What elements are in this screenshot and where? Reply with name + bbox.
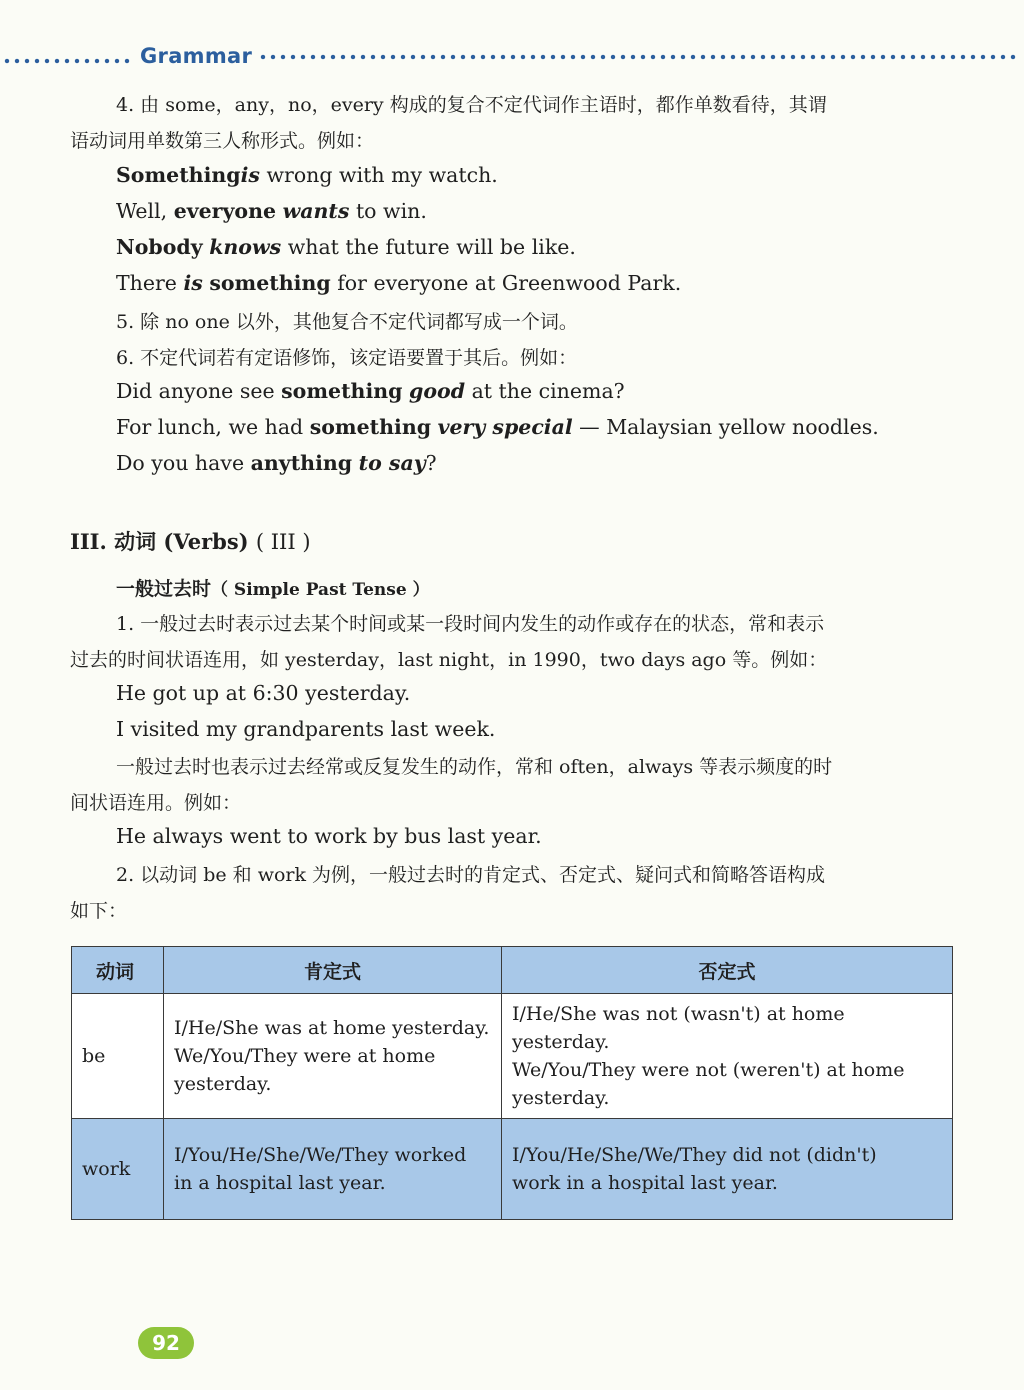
section-heading: III. 动词 (Verbs) ( III ): [70, 529, 311, 554]
example-sentence: Well, everyone wants to win.: [116, 199, 427, 223]
column-header: 肯定式: [164, 947, 502, 994]
example-sentence: There is something for everyone at Greenwood Park.: [116, 271, 682, 295]
rule1-line2: 过去的时间状语连用，如 yesterday，last night，in 1990，two days ago 等。例如：: [70, 649, 828, 671]
column-header: 否定式: [502, 947, 953, 994]
rule2-line1: 2. 以动词 be 和 work 为例，一般过去时的肯定式、否定式、疑问式和简略答语构成: [116, 864, 826, 886]
example-sentence: He always went to work by bus last year.: [116, 824, 542, 848]
rule5: 5. 除 no one 以外，其他复合不定代词都写成一个词。: [116, 311, 578, 333]
affirmative-cell: I/He/She was at home yesterday. We/You/They were at home yesterday.: [164, 994, 502, 1119]
example-sentence: Do you have anything to say?: [116, 451, 437, 475]
example-sentence: Nobody knows what the future will be like.: [116, 235, 576, 259]
rule1-line1: 1. 一般过去时表示过去某个时间或某一段时间内发生的动作或存在的状态，常和表示: [116, 613, 825, 635]
example-sentence: Did anyone see something good at the cinema?: [116, 379, 625, 403]
table-row: [72, 1119, 953, 1220]
example-sentence: Somethingis wrong with my watch.: [116, 163, 498, 187]
page-number-badge: 92: [138, 1327, 194, 1359]
affirmative-cell: I/You/He/She/We/They worked in a hospital last year.: [164, 1119, 502, 1220]
example-sentence: He got up at 6:30 yesterday.: [116, 681, 411, 705]
rule6: 6. 不定代词若有定语修饰，该定语要置于其后。例如：: [116, 347, 578, 369]
page-header: [0, 44, 1024, 74]
rule1b-line2: 间状语连用。例如：: [70, 792, 242, 814]
negative-cell: I/You/He/She/We/They did not (didn't) work in a hospital last year.: [502, 1119, 953, 1220]
header-title: Grammar: [140, 44, 253, 68]
past-tense-table: [71, 946, 953, 1220]
verb-cell: work: [72, 1119, 164, 1220]
table-header-row: [72, 947, 953, 994]
table-row: [72, 994, 953, 1119]
column-header: 动词: [72, 947, 164, 994]
verb-cell: be: [72, 994, 164, 1119]
negative-cell: I/He/She was not (wasn't) at home yesterday. We/You/They were not (weren't) at home yesterday.: [502, 994, 953, 1119]
rule4-line1: 4. 由 some，any，no，every 构成的复合不定代词作主语时，都作单数看待，其谓: [116, 94, 827, 116]
rule2-line2: 如下：: [70, 900, 128, 922]
subsection-heading: 一般过去时（ Simple Past Tense ）: [116, 578, 430, 600]
rule4-line2: 语动词用单数第三人称形式。例如：: [70, 130, 375, 152]
rule1b-line1: 一般过去时也表示过去经常或反复发生的动作，常和 often，always 等表示频度的时: [116, 756, 833, 778]
example-sentence: For lunch, we had something very special — Malaysian yellow noodles.: [116, 415, 879, 439]
header-dots-left: [2, 58, 132, 64]
header-dots-right: [258, 54, 1020, 60]
example-sentence: I visited my grandparents last week.: [116, 717, 496, 741]
